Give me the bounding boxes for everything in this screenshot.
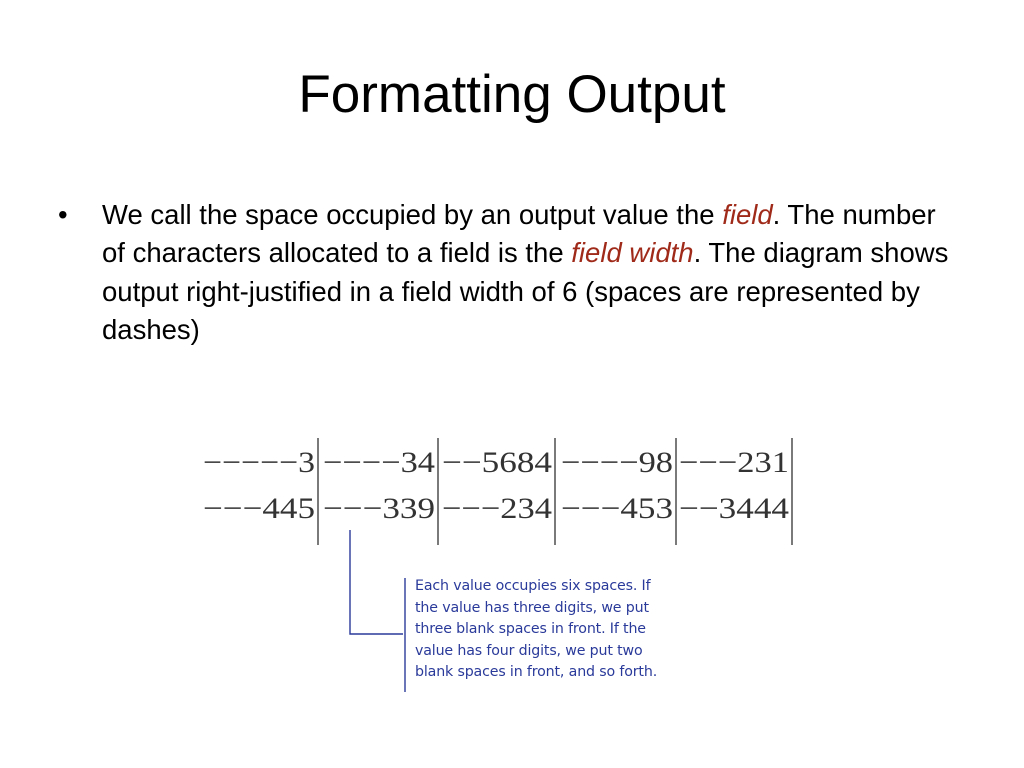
callout-line: the value has three digits, we put	[415, 599, 649, 616]
callout-line: value has four digits, we put two	[415, 642, 643, 659]
bullet-text	[102, 196, 958, 349]
field-cell: −−−231	[679, 446, 789, 479]
slide-title: Formatting Output	[298, 65, 726, 124]
field-cell: −−−−98	[561, 446, 673, 479]
bullet-text-part-2: . The number of characters allocated to a field is the	[102, 199, 936, 269]
bullet-text-part-3: . The diagram shows output right-justified in a field width of 6 (spaces are represented by dashes)	[102, 237, 949, 345]
emphasis-field: field	[722, 199, 773, 230]
field-cell: −−−453	[561, 492, 673, 525]
field-cell: −−3444	[679, 492, 789, 525]
callout-connector	[350, 530, 403, 634]
field-cell: −−−445	[203, 492, 315, 525]
callout-line: three blank spaces in front. If the	[415, 621, 646, 638]
bullet-mark: •	[58, 199, 68, 230]
bullet-text-part-1: We call the space occupied by an output value the	[102, 199, 723, 230]
field-cell: −−5684	[442, 446, 552, 479]
callout-line: Each value occupies six spaces. If	[415, 578, 651, 594]
field-cell: −−−−−3	[203, 446, 315, 479]
callout-line: blank spaces in front, and so forth.	[415, 664, 658, 681]
emphasis-field-width: field width	[571, 237, 694, 269]
field-cell: −−−−34	[323, 446, 435, 479]
field-cell: −−−234	[442, 492, 552, 525]
field-cell: −−−339	[323, 492, 435, 525]
callout-note	[415, 576, 715, 684]
